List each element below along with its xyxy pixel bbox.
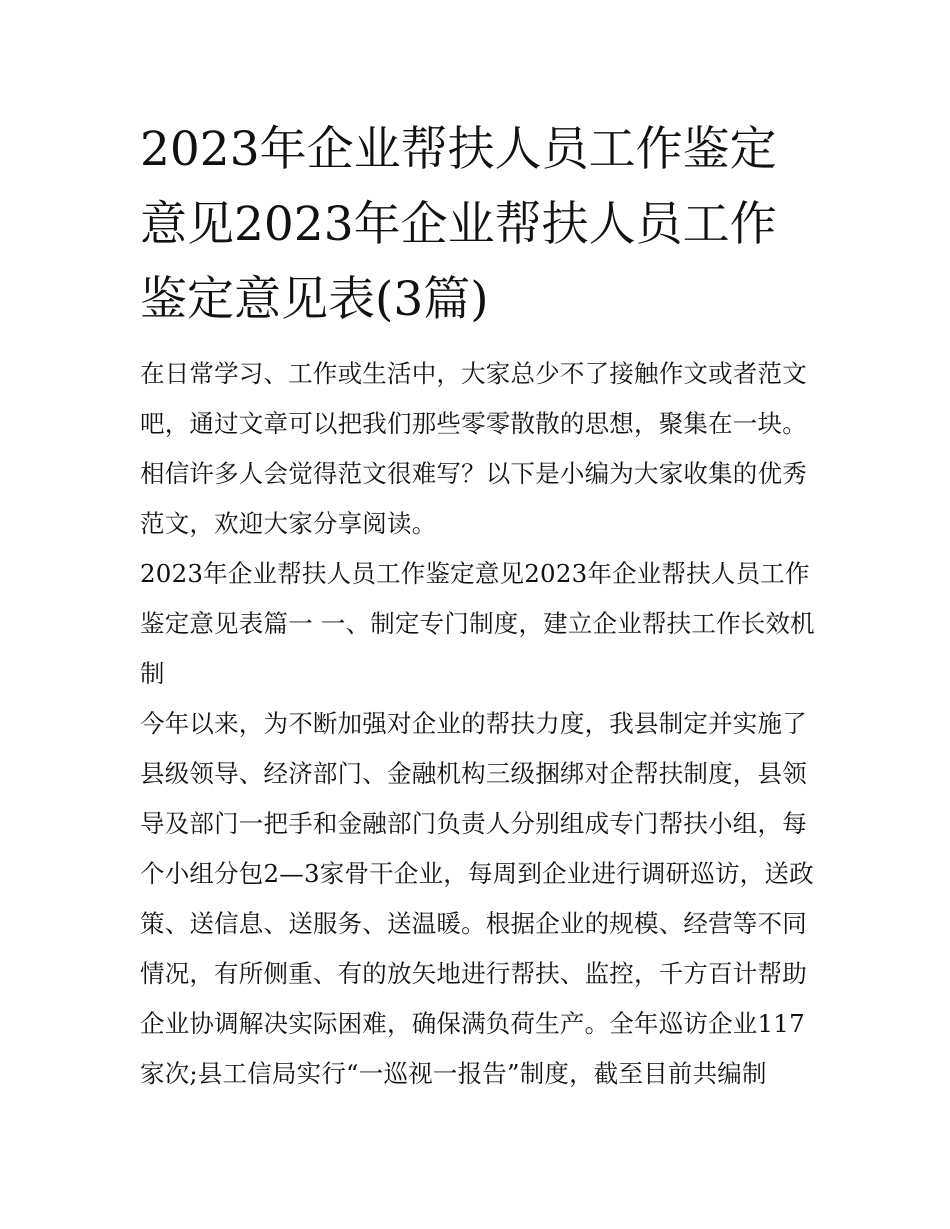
document-page xyxy=(140,112,815,1099)
body-paragraph: 今年以来，为不断加强对企业的帮扶力度，我县制定并实施了县级领导、经济部门、金融机构三级捆绑对企帮扶制度，县领导及部门一把手和金融部门负责人分别组成专门帮扶小组，每个小组分包2—3家骨干企业，每周到企业进行调研巡访，送政策、送信息、送服务、送温暖。根据企业的规模、经营等不同情况，有所侧重、有的放矢地进行帮扶、监控，千方百计帮助企业协调解决实际困难，确保满负荷生产。全年巡访企业117家次;县工信局实行“一巡视一报告”制度，截至目前共编制 xyxy=(140,709,814,1088)
document-title: 2023年企业帮扶人员工作鉴定意见2023年企业帮扶人员工作鉴定意见表(3篇) xyxy=(140,122,777,327)
intro-paragraph: 在日常学习、工作或生活中，大家总少不了接触作文或者范文吧，通过文章可以把我们那些零零散散的思想，聚集在一块。相信许多人会觉得范文很难写？以下是小编为大家收集的优秀范文，欢迎大家分享阅读。 xyxy=(140,359,807,538)
section-heading-paragraph: 2023年企业帮扶人员工作鉴定意见2023年企业帮扶人员工作鉴定意见表篇一 一、制定专门制度，建立企业帮扶工作长效机制 xyxy=(140,559,815,688)
